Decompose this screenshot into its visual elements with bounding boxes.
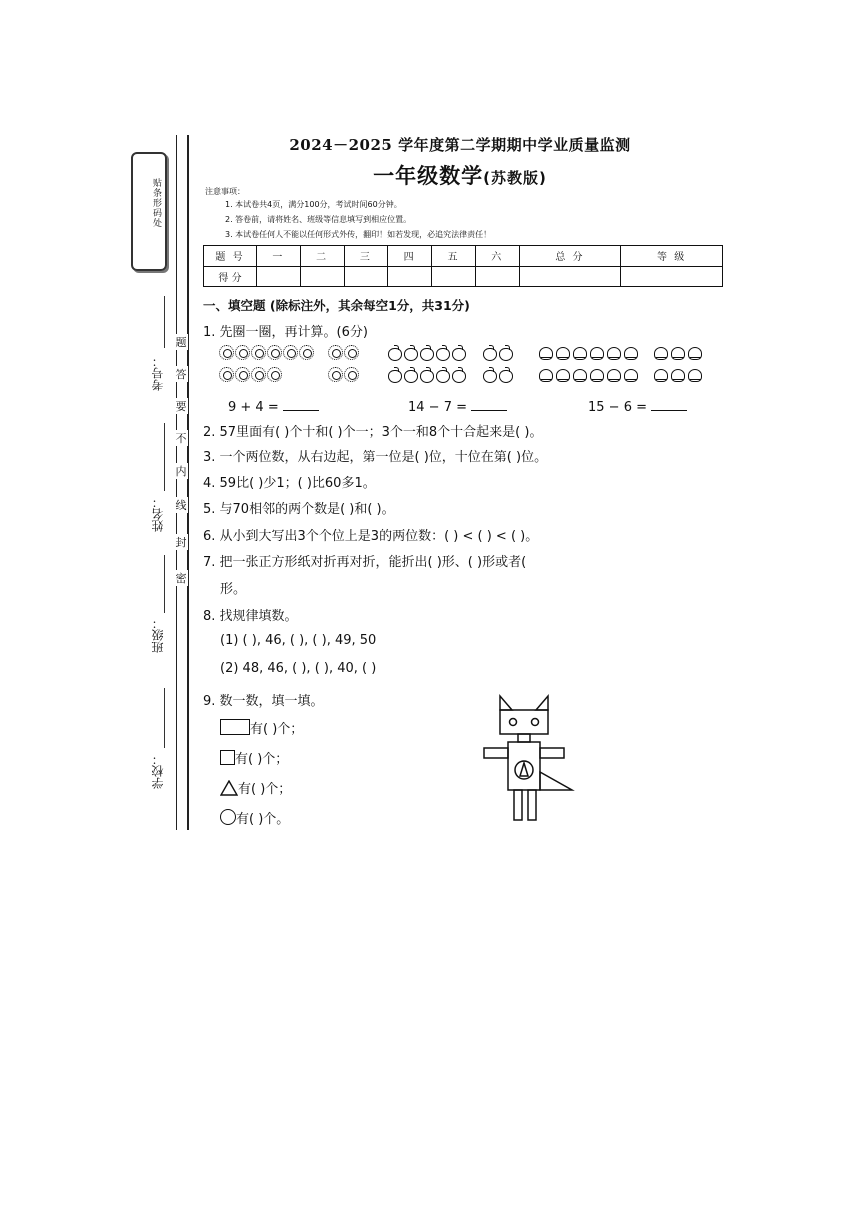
square-icon (220, 750, 235, 765)
count-square-text: 有( )个； (235, 752, 289, 767)
peach-icon (606, 345, 622, 360)
peach-row-bottom (538, 367, 703, 382)
question-2: 2. 57里面有( )个十和( )个一；3个一和8个十合起来是( )。 (203, 425, 543, 440)
score-header-cell: 一 (257, 246, 301, 267)
apple-row-bottom (387, 367, 513, 382)
sun-icon (267, 345, 282, 360)
apple-icon (482, 345, 497, 360)
score-cell[interactable] (344, 266, 388, 287)
count-circle (220, 808, 289, 827)
notice-item-2: 2. 答卷前，请将姓名、班级等信息填写到相应位置。 (225, 215, 412, 224)
score-cell[interactable] (257, 266, 301, 287)
sun-icon (219, 345, 234, 360)
seal-char-7: 封 (175, 536, 187, 549)
peach-icon (623, 345, 639, 360)
peach-icon (555, 345, 571, 360)
seal-char-4: 不 (175, 432, 187, 445)
peach-icon (589, 367, 605, 382)
sun-icon (235, 367, 250, 382)
question-8-part-2: (2) 48, 46, ( ), ( ), 40, ( ) (220, 661, 377, 676)
sun-icon (219, 367, 234, 382)
seal-char-6: 线 (175, 499, 187, 512)
seal-char-1: 题 (175, 336, 187, 349)
question-7: 7. 把一张正方形纸对折再对折，能折出( )形、( )形或者( (203, 555, 527, 570)
shape-robot-figure (480, 690, 580, 825)
apple-icon (419, 345, 434, 360)
peach-icon (538, 345, 554, 360)
exam-title: 2024－2025 学年度第二学期期中学业质量监测 (289, 136, 631, 154)
score-cell[interactable] (300, 266, 344, 287)
peach-group (538, 345, 703, 382)
binding-line-outer (187, 135, 189, 830)
equation-2 (408, 398, 507, 415)
score-header-cell: 五 (432, 246, 476, 267)
equation-1-answer-blank[interactable] (283, 398, 319, 411)
name-field[interactable] (164, 423, 165, 491)
peach-icon (653, 345, 669, 360)
barcode-label: 贴条形码处 (151, 178, 161, 228)
count-rectangle-text: 有( )个； (250, 722, 304, 737)
notice-item-3: 3. 本试卷任何人不能以任何形式外传，翻印！如若发现，必追究法律责任！ (225, 230, 492, 239)
exam-no-field[interactable] (164, 296, 165, 348)
apple-icon (403, 367, 418, 382)
score-header-cell: 四 (388, 246, 432, 267)
sun-row-bottom (219, 367, 359, 382)
class-field[interactable] (164, 555, 165, 613)
apple-icon (435, 345, 450, 360)
peach-row-top (538, 345, 703, 360)
school-label: 学校： (151, 753, 165, 789)
question-7-continued: 形。 (220, 582, 247, 597)
sun-icon (344, 345, 359, 360)
count-triangle (220, 778, 291, 797)
equation-3-text: 15 − 6 = (588, 400, 647, 415)
score-table-score-row (204, 266, 723, 287)
apple-icon (498, 367, 513, 382)
equation-1-text: 9 + 4 = (228, 400, 279, 415)
sun-group (219, 345, 359, 382)
peach-icon (687, 367, 703, 382)
sun-icon (267, 367, 282, 382)
apple-icon (451, 345, 466, 360)
section-1-title: 一、填空题 (除标注外，其余每空1分，共31分) (203, 298, 470, 313)
seal-char-2: 答 (175, 368, 187, 381)
seal-char-5: 内 (175, 465, 187, 478)
peach-icon (653, 367, 669, 382)
sun-icon (251, 345, 266, 360)
notice-heading: 注意事项： (205, 187, 245, 196)
question-3: 3. 一个两位数，从右边起，第一位是( )位，十位在第( )位。 (203, 450, 548, 465)
score-header-cell: 总 分 (519, 246, 621, 267)
score-cell[interactable] (475, 266, 519, 287)
score-header-cell: 六 (475, 246, 519, 267)
sun-icon (299, 345, 314, 360)
score-cell[interactable] (621, 266, 723, 287)
score-header-cell: 等 级 (621, 246, 723, 267)
score-header-cell: 题 号 (204, 246, 257, 267)
peach-icon (606, 367, 622, 382)
apple-icon (498, 345, 513, 360)
rectangle-icon (220, 719, 250, 735)
apple-row-top (387, 345, 513, 360)
peach-icon (623, 367, 639, 382)
peach-icon (572, 345, 588, 360)
equation-1 (228, 398, 319, 415)
apple-group (387, 345, 513, 382)
score-header-cell: 三 (344, 246, 388, 267)
score-row-label: 得 分 (204, 266, 257, 287)
sun-icon (235, 345, 250, 360)
class-label: 班级： (151, 617, 165, 653)
seal-char-8: 密 (175, 572, 187, 585)
edition-label: (苏教版) (483, 169, 547, 187)
question-5: 5. 与70相邻的两个数是( )和( )。 (203, 502, 395, 517)
exam-subtitle (200, 160, 720, 190)
circle-icon (220, 809, 236, 825)
notice-item-1: 1. 本试卷共4页，满分100分，考试时间60分钟。 (225, 200, 402, 209)
question-6: 6. 从小到大写出3个个位上是3的两位数：( ) < ( ) < ( )。 (203, 529, 539, 544)
score-header-cell: 二 (300, 246, 344, 267)
sun-icon (328, 367, 343, 382)
count-triangle-text: 有( )个； (238, 782, 292, 797)
question-1: 1. 先圈一圈，再计算。(6分) (203, 325, 368, 340)
equation-2-answer-blank[interactable] (471, 398, 507, 411)
apple-icon (451, 367, 466, 382)
count-circle-text: 有( )个。 (236, 812, 290, 827)
question-8: 8. 找规律填数。 (203, 609, 298, 624)
apple-icon (435, 367, 450, 382)
peach-icon (572, 367, 588, 382)
name-label: 姓名： (151, 496, 165, 532)
score-table (203, 245, 723, 287)
score-table-header-row (204, 246, 723, 267)
peach-icon (555, 367, 571, 382)
apple-icon (482, 367, 497, 382)
peach-icon (538, 367, 554, 382)
question-4: 4. 59比( )少1；( )比60多1。 (203, 476, 376, 491)
peach-icon (670, 345, 686, 360)
count-rectangle (220, 718, 303, 737)
score-cell[interactable] (519, 266, 621, 287)
peach-icon (670, 367, 686, 382)
sun-row-top (219, 345, 359, 360)
peach-icon (687, 345, 703, 360)
equation-3-answer-blank[interactable] (651, 398, 687, 411)
question-8-part-1: (1) ( ), 46, ( ), ( ), 49, 50 (220, 633, 377, 648)
school-field[interactable] (164, 688, 165, 748)
exam-no-label: 考号： (151, 355, 165, 391)
score-cell[interactable] (432, 266, 476, 287)
score-cell[interactable] (388, 266, 432, 287)
equation-3 (588, 398, 687, 415)
triangle-icon (220, 780, 238, 796)
sun-icon (344, 367, 359, 382)
peach-icon (589, 345, 605, 360)
sun-icon (328, 345, 343, 360)
subject-title: 一年级数学 (373, 164, 484, 188)
sun-icon (251, 367, 266, 382)
question-9: 9. 数一数，填一填。 (203, 694, 324, 709)
sun-icon (283, 345, 298, 360)
apple-icon (387, 345, 402, 360)
equation-2-text: 14 − 7 = (408, 400, 467, 415)
seal-char-3: 要 (175, 400, 187, 413)
count-square (220, 748, 288, 767)
binding-line-inner (176, 135, 177, 830)
apple-icon (419, 367, 434, 382)
apple-icon (403, 345, 418, 360)
apple-icon (387, 367, 402, 382)
